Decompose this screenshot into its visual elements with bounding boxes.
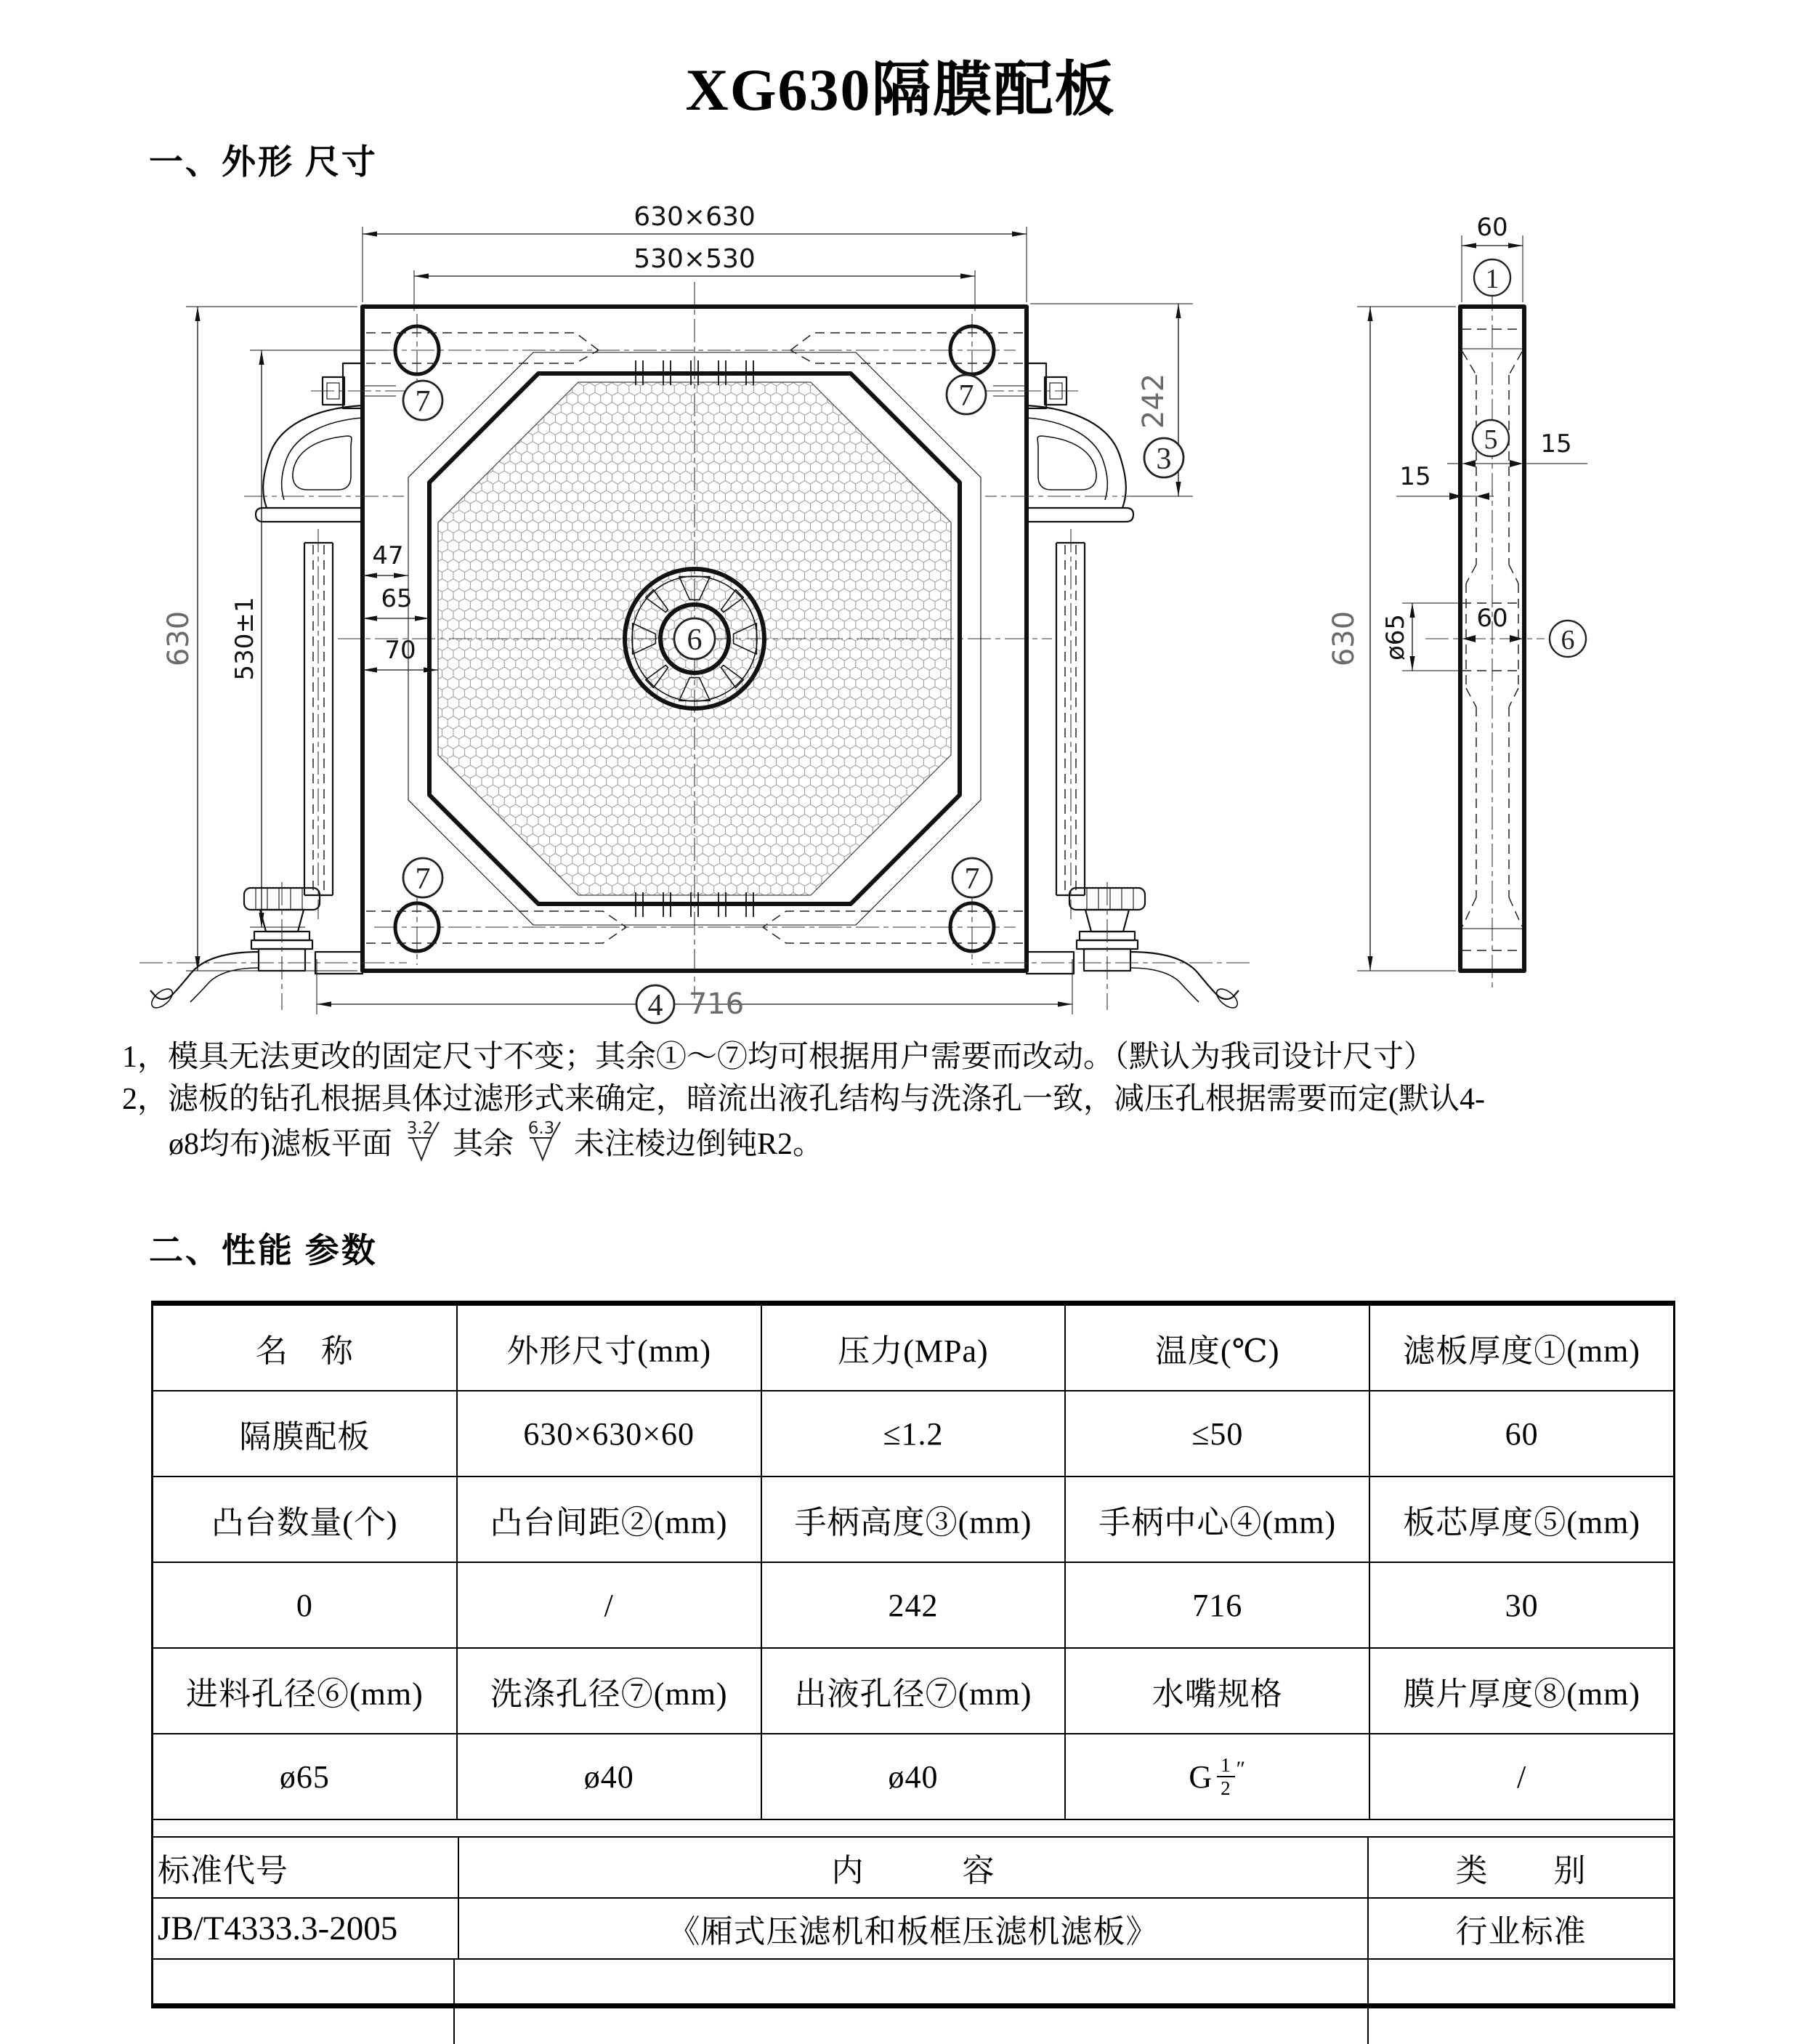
svg-text:6.3: 6.3 bbox=[527, 1120, 554, 1138]
svg-text:7: 7 bbox=[964, 863, 980, 896]
table-cell: 温度(℃) bbox=[1064, 1306, 1369, 1390]
technical-drawing bbox=[0, 196, 1801, 1057]
dim-handle-height: 242 bbox=[1137, 373, 1170, 429]
table-cell: 242 bbox=[761, 1563, 1065, 1647]
table-cell: 手柄中心④(mm) bbox=[1064, 1477, 1369, 1562]
table-row-header-3 bbox=[153, 1647, 1673, 1733]
callout-7 bbox=[952, 858, 992, 897]
side-view-drawing bbox=[1327, 213, 1587, 990]
note-line-2: 2，滤板的钻孔根据具体过滤形式来确定，暗流出液孔结构与洗涤孔一致，减压孔根据需要而定(默认4- bbox=[122, 1083, 1485, 1116]
dim-65: 65 bbox=[381, 584, 413, 613]
table-row-header-2 bbox=[153, 1476, 1673, 1562]
svg-text:3.2: 3.2 bbox=[406, 1120, 433, 1138]
table-cell: 出液孔径⑦(mm) bbox=[761, 1649, 1065, 1733]
section-heading-performance: 二、性能 参数 bbox=[149, 1232, 378, 1270]
table-cell: 板芯厚度⑤(mm) bbox=[1369, 1477, 1673, 1562]
note-line-3-text: 未注棱边倒钝R2。 bbox=[574, 1128, 824, 1161]
svg-text:6: 6 bbox=[687, 623, 703, 657]
callout-6-side bbox=[1550, 621, 1586, 657]
roughness-symbol-1 bbox=[405, 1120, 441, 1164]
table-row-standard-values bbox=[153, 1897, 1673, 1958]
dim-wall-left: 15 bbox=[1399, 462, 1431, 491]
table-cell: 隔膜配板 bbox=[239, 1419, 371, 1455]
table-cell: 行业标准 bbox=[1367, 1899, 1673, 1958]
table-cell: 外形尺寸(mm) bbox=[456, 1306, 761, 1390]
svg-text:3: 3 bbox=[1156, 443, 1172, 476]
table-cell: / bbox=[1369, 1734, 1673, 1819]
table-cell: 凸台数量(个) bbox=[211, 1505, 398, 1540]
callout-5 bbox=[1473, 420, 1509, 456]
table-cell: 标准代号 bbox=[158, 1853, 288, 1889]
table-cell: 60 bbox=[1369, 1391, 1673, 1476]
table-cell bbox=[1367, 1960, 1673, 2044]
table-cell: 630×630×60 bbox=[456, 1391, 761, 1476]
table-cell: ≤1.2 bbox=[761, 1391, 1065, 1476]
callout-7 bbox=[403, 858, 442, 897]
table-cell: 30 bbox=[1369, 1563, 1673, 1647]
note-line-1: 1，模具无法更改的固定尺寸不变；其余①～⑦均可根据用户需要而改动。（默认为我司设计尺寸） bbox=[122, 1041, 1435, 1074]
table-cell: 716 bbox=[1064, 1563, 1369, 1647]
svg-text:7: 7 bbox=[415, 385, 431, 419]
page-title: XG630隔膜配板 bbox=[685, 57, 1116, 123]
note-line-3-text: ø8均布)滤板平面 bbox=[169, 1128, 392, 1161]
table-cell: 滤板厚度①(mm) bbox=[1369, 1306, 1673, 1390]
dim-handle-center: 716 bbox=[688, 987, 745, 1021]
callout-3 bbox=[1144, 438, 1183, 477]
table-cell: 凸台间距②(mm) bbox=[456, 1477, 761, 1562]
table-cell: 《厢式压滤机和板框压滤机滤板》 bbox=[458, 1899, 1367, 1958]
table-row-standard-header bbox=[153, 1836, 1673, 1897]
table-cell: 水嘴规格 bbox=[1064, 1649, 1369, 1733]
dim-47: 47 bbox=[372, 541, 404, 570]
callout-4 bbox=[636, 985, 674, 1023]
table-cell: 名 称 bbox=[255, 1333, 354, 1369]
table-cell: 类 别 bbox=[1367, 1838, 1673, 1897]
table-cell bbox=[453, 1960, 1367, 2044]
roughness-symbol-2 bbox=[526, 1120, 562, 1164]
table-cell: / bbox=[456, 1563, 761, 1647]
table-cell: 手柄高度③(mm) bbox=[761, 1477, 1065, 1562]
table-row-values-1 bbox=[153, 1390, 1673, 1476]
dim-outer-size: 630×630 bbox=[634, 202, 756, 232]
section-heading-outline: 一、外形 尺寸 bbox=[149, 144, 378, 182]
dim-side-width: 60 bbox=[1476, 213, 1508, 242]
table-cell: 压力(MPa) bbox=[761, 1306, 1065, 1390]
dim-feed-dia: ø65 bbox=[1381, 613, 1410, 661]
front-view-drawing bbox=[139, 202, 1250, 1023]
dim-70: 70 bbox=[384, 636, 416, 665]
table-cell: ø40 bbox=[456, 1734, 761, 1819]
callout-6 bbox=[674, 618, 715, 659]
right-handle bbox=[982, 363, 1145, 919]
dim-hole-spacing: 530±1 bbox=[230, 597, 259, 681]
drawing-notes bbox=[122, 1036, 1764, 1166]
callout-7 bbox=[947, 375, 986, 414]
left-faucet bbox=[139, 882, 407, 1011]
nozzle-spec: G $\frac{1}{2}$ ″ bbox=[1189, 1753, 1247, 1799]
table-cell: ≤50 bbox=[1064, 1391, 1369, 1476]
table-cell: 内 容 bbox=[458, 1838, 1367, 1897]
table-empty-row bbox=[153, 1958, 1673, 2003]
callout-7 bbox=[403, 381, 442, 420]
table-cell bbox=[153, 1960, 453, 2044]
dim-wall-right: 15 bbox=[1540, 429, 1572, 459]
right-faucet bbox=[982, 882, 1250, 1011]
table-row-header-1 bbox=[153, 1306, 1673, 1390]
table-row-values-2 bbox=[153, 1562, 1673, 1647]
table-separator-row bbox=[153, 1819, 1673, 1836]
parameters-table bbox=[151, 1301, 1675, 2008]
svg-text:1: 1 bbox=[1485, 264, 1500, 294]
table-cell: 进料孔径⑥(mm) bbox=[186, 1676, 424, 1712]
table-cell: 0 bbox=[296, 1587, 313, 1623]
left-handle bbox=[244, 363, 407, 919]
dim-plate-height: 630 bbox=[162, 610, 195, 667]
table-cell: ø40 bbox=[761, 1734, 1065, 1819]
table-cell: ø65 bbox=[279, 1758, 330, 1795]
table-cell: JB/T4333.3-2005 bbox=[158, 1910, 398, 1947]
callout-1 bbox=[1474, 259, 1510, 296]
svg-text:4: 4 bbox=[647, 989, 663, 1022]
dim-core-width: 60 bbox=[1476, 604, 1508, 633]
table-cell: 洗涤孔径⑦(mm) bbox=[456, 1649, 761, 1733]
dim-side-height: 630 bbox=[1327, 610, 1361, 667]
note-line-3-text: 其余 bbox=[453, 1128, 514, 1161]
dim-inner-size: 530×530 bbox=[634, 244, 756, 274]
note-line-3 bbox=[122, 1120, 1764, 1166]
table-row-values-3 bbox=[153, 1733, 1673, 1819]
svg-text:7: 7 bbox=[958, 379, 974, 413]
svg-text:6: 6 bbox=[1561, 625, 1575, 655]
svg-text:7: 7 bbox=[415, 863, 431, 896]
table-cell bbox=[1064, 1734, 1369, 1819]
svg-text:5: 5 bbox=[1484, 424, 1498, 455]
table-cell: 膜片厚度⑧(mm) bbox=[1369, 1649, 1673, 1733]
